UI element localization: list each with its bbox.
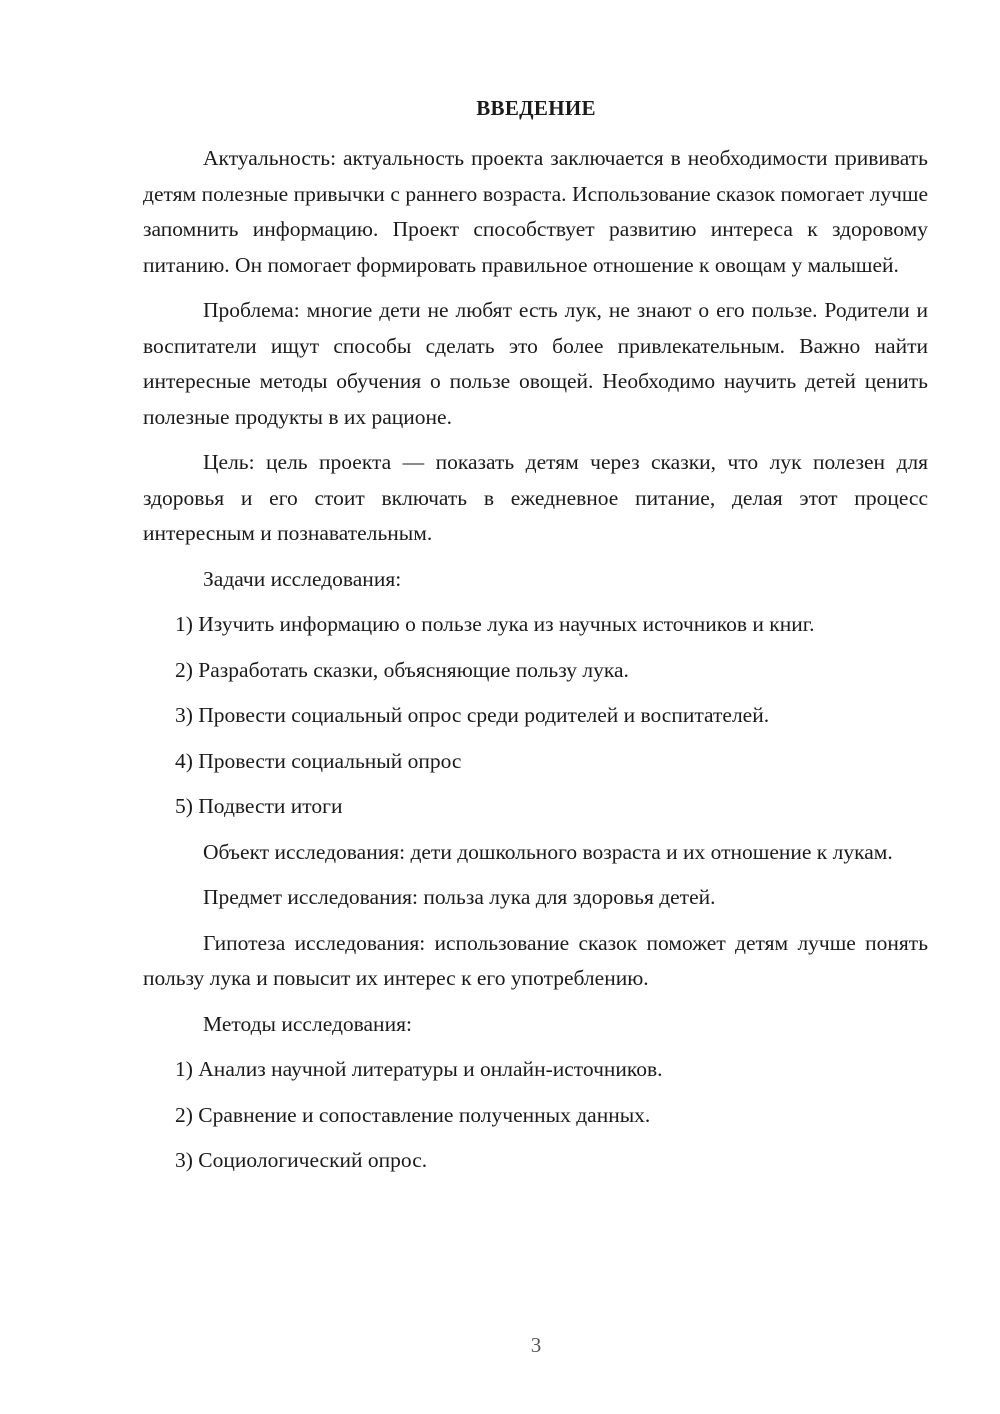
paragraph-methods-title: Методы исследования: [203, 1011, 412, 1036]
task-item: 1) Изучить информацию о пользе лука из научных источников и книг. [175, 612, 815, 636]
methods-list [143, 1052, 928, 1179]
task-item: 5) Подвести итоги [175, 794, 343, 818]
tasks-list [143, 607, 928, 825]
page-title: ВВЕДЕНИЕ [476, 96, 596, 120]
page-number: 3 [530, 1333, 542, 1357]
task-item: 4) Провести социальный опрос [175, 748, 462, 773]
method-item: 2) Сравнение и сопоставление полученных данных. [175, 1102, 651, 1127]
document-body [143, 141, 928, 1189]
paragraph-object: Объект исследования: дети дошкольного возраста и их отношение к лукам. [203, 839, 893, 864]
paragraph-hypothesis: Гипотеза исследования: использование сказок поможет детям лучше понять пользу лука и повысит их интерес к его употреблению. [143, 930, 928, 990]
paragraph-goal: Цель: цель проекта — показать детям через сказки, что лук полезен для здоровья и его стоит включать в ежедневное питание, делая этот процесс интересным и познавательным. [143, 450, 928, 545]
paragraph-relevance: Актуальность: актуальность проекта заключается в необходимости прививать детям полезные привычки с раннего возраста. Использование сказок помогает лучше запомнить информацию. Проект способствует развитию интереса к здоровому питанию. Он помогает формировать правильное отношение к овощам у малышей. [143, 146, 928, 277]
task-item: 3) Провести социальный опрос среди родителей и воспитателей. [175, 703, 770, 727]
method-item: 1) Анализ научной литературы и онлайн-источников. [175, 1057, 663, 1081]
paragraph-subject: Предмет исследования: польза лука для здоровья детей. [203, 885, 716, 909]
paragraph-problem: Проблема: многие дети не любят есть лук, не знают о его пользе. Родители и воспитатели ищут способы сделать это более привлекательным. Важно найти интересные методы обучения о пользе овощей. Необходимо научить детей ценить полезные продукты в их рационе. [143, 298, 928, 429]
method-item: 3) Социологический опрос. [175, 1148, 428, 1172]
paragraph-tasks-title: Задачи исследования: [203, 566, 402, 591]
task-item: 2) Разработать сказки, объясняющие пользу лука. [175, 657, 629, 682]
